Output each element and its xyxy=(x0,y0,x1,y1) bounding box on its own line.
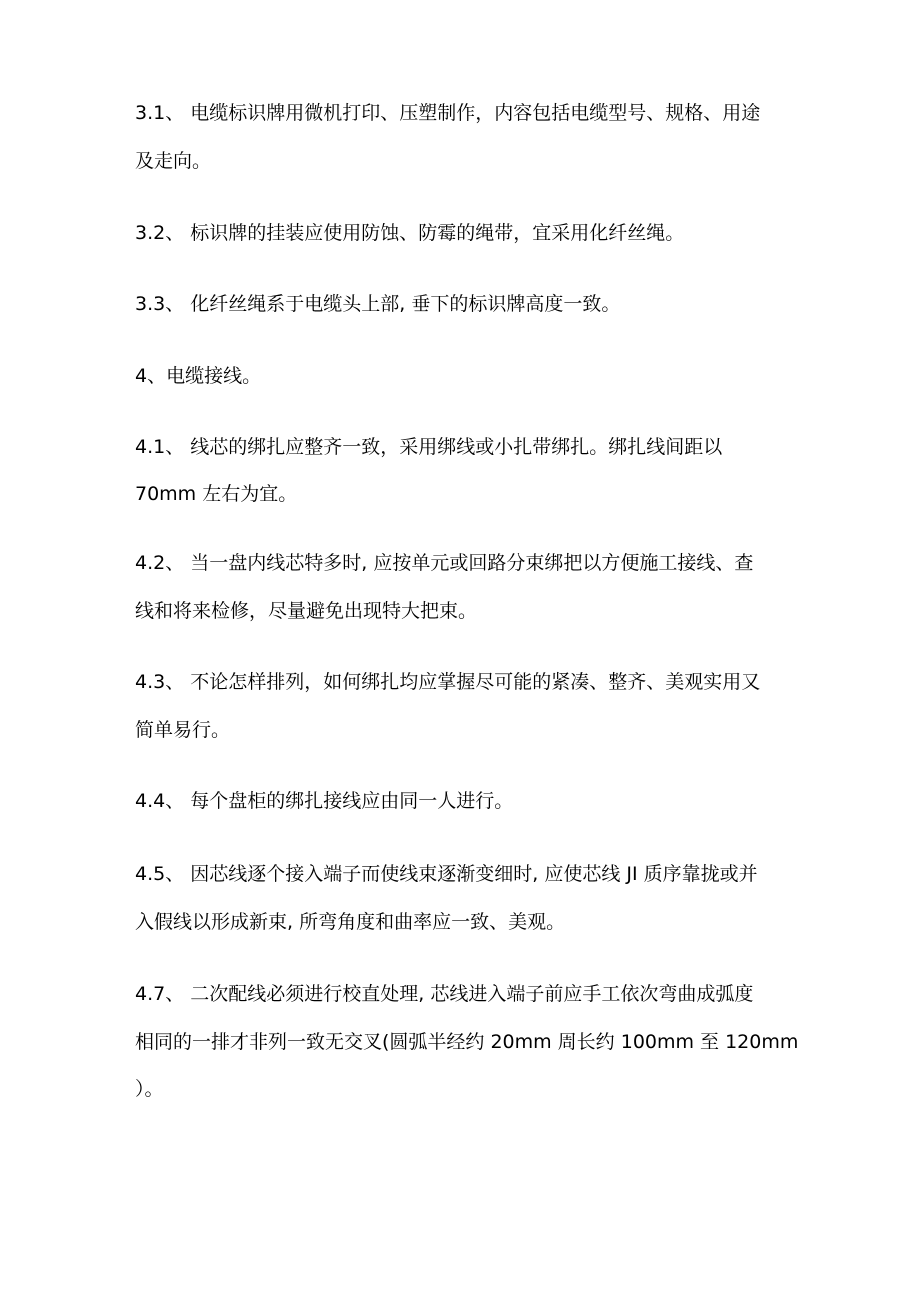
text-line: 3.3、 化纤丝绳系于电缆头上部, 垂下的标识牌高度一致。 xyxy=(135,293,621,315)
text-line: ）。 xyxy=(135,1078,164,1100)
text-line: 入假线以形成新束, 所弯角度和曲率应一致、美观。 xyxy=(135,911,566,933)
text-line: 4、电缆接线。 xyxy=(135,365,262,387)
text-line: 4.1、 线芯的绑扎应整齐一致，采用绑线或小扎带绑扎。绑扎线间距以 xyxy=(135,436,723,458)
text-line: 3.1、 电缆标识牌用微机打印、压塑制作，内容包括电缆型号、规格、用途 xyxy=(135,102,761,124)
text-line: 70mm 左右为宜。 xyxy=(135,483,298,505)
text-line: 4.2、 当一盘内线芯特多时, 应按单元或回路分束绑把以方便施工接线、查 xyxy=(135,552,754,574)
text-line: 4.5、 因芯线逐个接入端子而使线束逐渐变细时, 应使芯线 JI 质序靠拢或并 xyxy=(135,863,758,885)
text-line: 3.2、 标识牌的挂装应使用防蚀、防霉的绳带，宜采用化纤丝绳。 xyxy=(135,222,685,244)
text-line: 4.7、 二次配线必须进行校直处理, 芯线进入端子前应手工依次弯曲成弧度 xyxy=(135,983,754,1005)
text-line: 简单易行。 xyxy=(135,719,231,741)
text-line: 相同的一排才非列一致无交叉(圆弧半经约 20mm 周长约 100mm 至 120mm xyxy=(135,1031,799,1053)
text-line: 及走向。 xyxy=(135,150,212,172)
text-line: 线和将来检修，尽量避免出现特大把束。 xyxy=(135,600,478,622)
text-line: 4.3、 不论怎样排列，如何绑扎均应掌握尽可能的紧凑、整齐、美观实用又 xyxy=(135,671,761,693)
text-line: 4.4、 每个盘柜的绑扎接线应由同一人进行。 xyxy=(135,790,514,812)
